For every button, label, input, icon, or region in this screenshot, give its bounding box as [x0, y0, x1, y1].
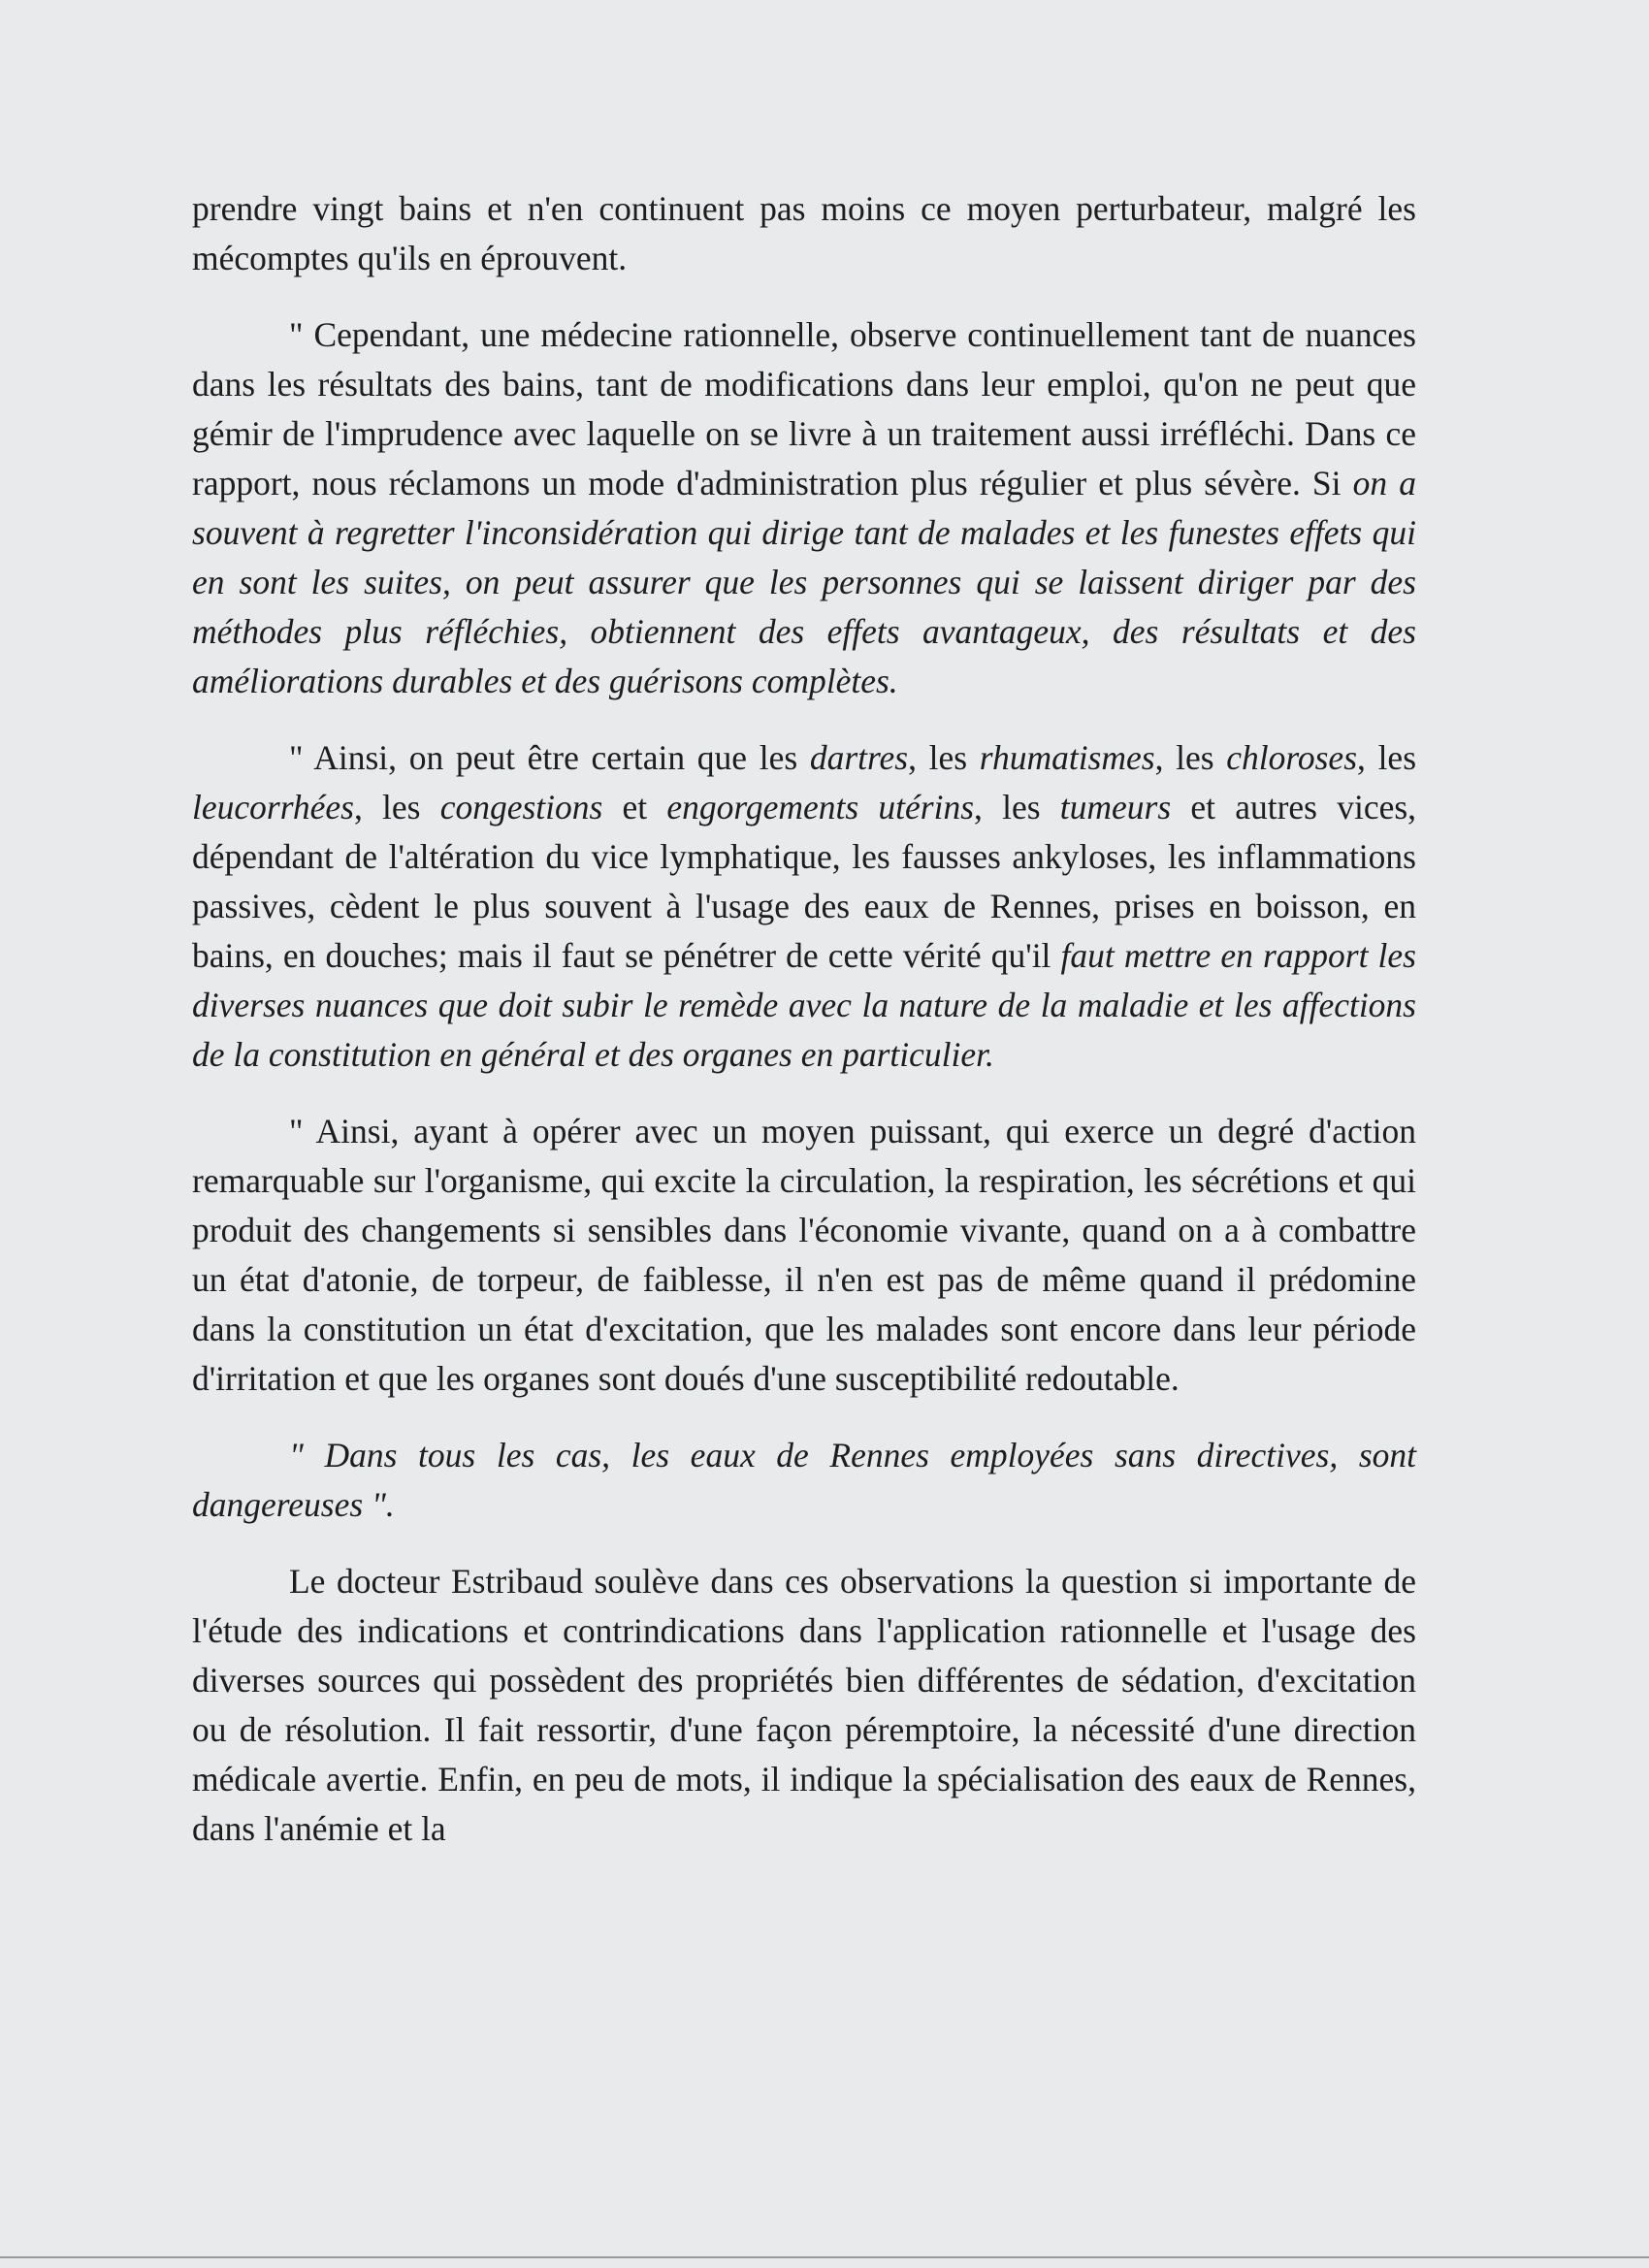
text-run: " Cependant, une médecine rationnelle, observe continuellement tant de nuances dans les résultats des bains, tant de modifications dans leur emploi, qu'on ne peut que gémir de l'imprudence avec laquelle on se livre à un traitement aussi irréfléchi. Dans ce rapport, nous réclamons un mode d'administration plus régulier et plus sévère. Si [192, 315, 1416, 502]
paragraph-3 [192, 733, 1416, 1080]
text-run: , les [908, 738, 980, 777]
text-run: , les [974, 788, 1060, 826]
paragraph-2 [192, 310, 1416, 706]
italic-text-run: dartres [809, 738, 909, 777]
text-run: et autres vices, dépendant de l'altération du vice lymphatique, les fausses ankyloses, les inflammations passives, cèdent le plus souvent à l'usage des eaux de Rennes, prises en boisson, en bains, en douches; mais il faut se pénétrer de cette vérité qu'il [192, 788, 1417, 975]
scan-edge-line [0, 2256, 1649, 2258]
italic-text-run: congestions [439, 788, 603, 826]
paragraph-4 [192, 1107, 1416, 1404]
italic-text-run: on a souvent à regretter l'inconsidération qui dirige tant de malades et les funestes effets qui en sont les suites, on peut assurer que les personnes qui se laissent diriger par des méthodes plus réfléchies, obtiennent des effets avantageux, des résultats et des améliorations durables et des guérisons complètes. [192, 464, 1416, 700]
italic-text-run: tumeurs [1059, 788, 1172, 826]
text-run: Le docteur Estribaud soulève dans ces observations la question si importante de l'étude des indications et contrindications dans l'application rationnelle et l'usage des diverses sources qui possèdent des propriétés bien différentes de sédation, d'excitation ou de résolution. Il fait ressortir, d'une façon péremptoire, la nécessité d'une direction médicale avertie. Enfin, en peu de mots, il indique la spécialisation des eaux de Rennes, dans l'anémie et la [192, 1562, 1416, 1848]
italic-text-run: " Dans tous les cas, les eaux de Rennes employées sans directives, sont dangereuses ". [192, 1436, 1416, 1524]
italic-text-run: chloroses [1226, 738, 1358, 777]
paragraph-1 [192, 184, 1416, 283]
text-run: , les [1357, 738, 1417, 777]
italic-text-run: faut mettre en rapport les diverses nuances que doit subir le remède avec la nature de la maladie et les affections de la constitution en général et des organes en particulier. [192, 936, 1416, 1074]
text-run: " Ainsi, ayant à opérer avec un moyen puissant, qui exerce un degré d'action remarquable sur l'organisme, qui excite la circulation, la respiration, les sécrétions et qui produit des changements si sensibles dans l'économie vivante, quand on a à combattre un état d'atonie, de torpeur, de faiblesse, il n'en est pas de même quand il prédomine dans la constitution un état d'excitation, que les malades sont encore dans leur période d'irritation et que les organes sont doués d'une susceptibilité redoutable. [192, 1112, 1416, 1398]
italic-text-run: rhumatismes [979, 738, 1155, 777]
text-run: , les [353, 788, 440, 826]
paragraph-5 [192, 1431, 1416, 1530]
italic-text-run: engorgements utérins [666, 788, 975, 826]
text-run: , les [1154, 738, 1227, 777]
text-run: et [602, 788, 667, 826]
document-page [192, 184, 1416, 1854]
text-run: " Ainsi, on peut être certain que les [289, 738, 810, 777]
paragraph-6 [192, 1557, 1416, 1854]
italic-text-run: leucorrhées [192, 788, 354, 826]
text-run: prendre vingt bains et n'en continuent pas moins ce moyen perturbateur, malgré les mécomptes qu'ils en éprouvent. [192, 189, 1416, 277]
